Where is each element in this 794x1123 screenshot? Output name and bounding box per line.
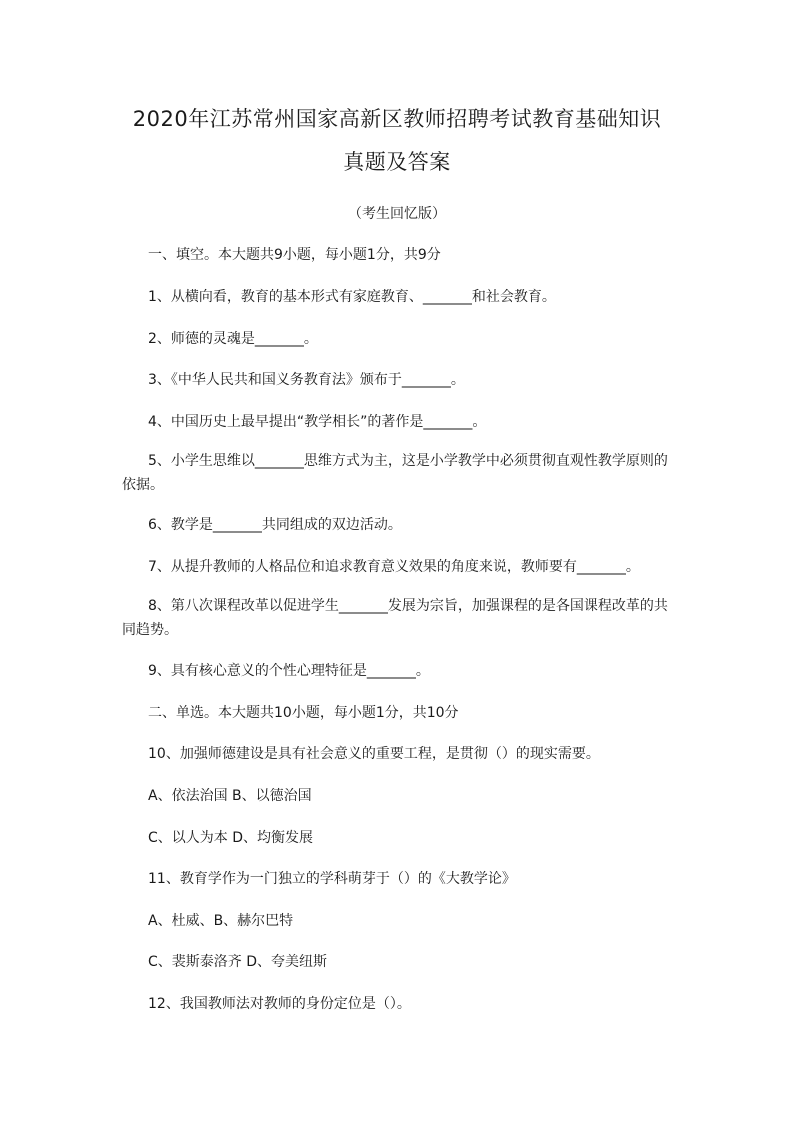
question-7: 7、从提升教师的人格品位和追求教育意义效果的角度来说，教师要有_______。: [148, 559, 640, 575]
question-11-options-ab: A、杜威、B、赫尔巴特: [148, 913, 294, 929]
question-11: 11、教育学作为一门独立的学科萌芽于（）的《大教学论》: [148, 871, 516, 887]
document-subtitle: （考生回忆版）: [348, 206, 446, 222]
document-title-line-1: 2020年江苏常州国家高新区教师招聘考试教育基础知识: [132, 107, 662, 131]
section-heading-single-choice: 二、单选。本大题共10小题，每小题1分，共10分: [148, 705, 459, 721]
question-6: 6、教学是_______共同组成的双边活动。: [148, 517, 402, 533]
question-1: 1、从横向看，教育的基本形式有家庭教育、_______和社会教育。: [148, 289, 556, 305]
question-9: 9、具有核心意义的个性心理特征是_______。: [148, 663, 430, 679]
section-heading-fill-in: 一、填空。本大题共9小题，每小题1分，共9分: [148, 247, 441, 263]
document-title-line-2: 真题及答案: [343, 150, 451, 174]
question-8: 8、第八次课程改革以促进学生_______发展为宗旨，加强课程的是各国课程改革的共同趋势。: [122, 598, 668, 638]
question-5: 5、小学生思维以_______思维方式为主，这是小学教学中必须贯彻直观性教学原则的依据。: [122, 453, 668, 493]
question-10: 10、加强师德建设是具有社会意义的重要工程，是贯彻（）的现实需要。: [148, 746, 600, 762]
question-10-options-cd: C、以人为本 D、均衡发展: [148, 830, 314, 846]
question-12: 12、我国教师法对教师的身份定位是（）。: [148, 996, 411, 1012]
question-3: 3、《中华人民共和国义务教育法》颁布于_______。: [148, 372, 465, 388]
question-11-options-cd: C、裴斯泰洛齐 D、夸美纽斯: [148, 954, 328, 970]
question-10-options-ab: A、依法治国 B、以德治国: [148, 788, 312, 804]
question-2: 2、师德的灵魂是_______。: [148, 331, 318, 347]
question-4: 4、中国历史上最早提出“教学相长”的著作是_______。: [148, 414, 487, 430]
